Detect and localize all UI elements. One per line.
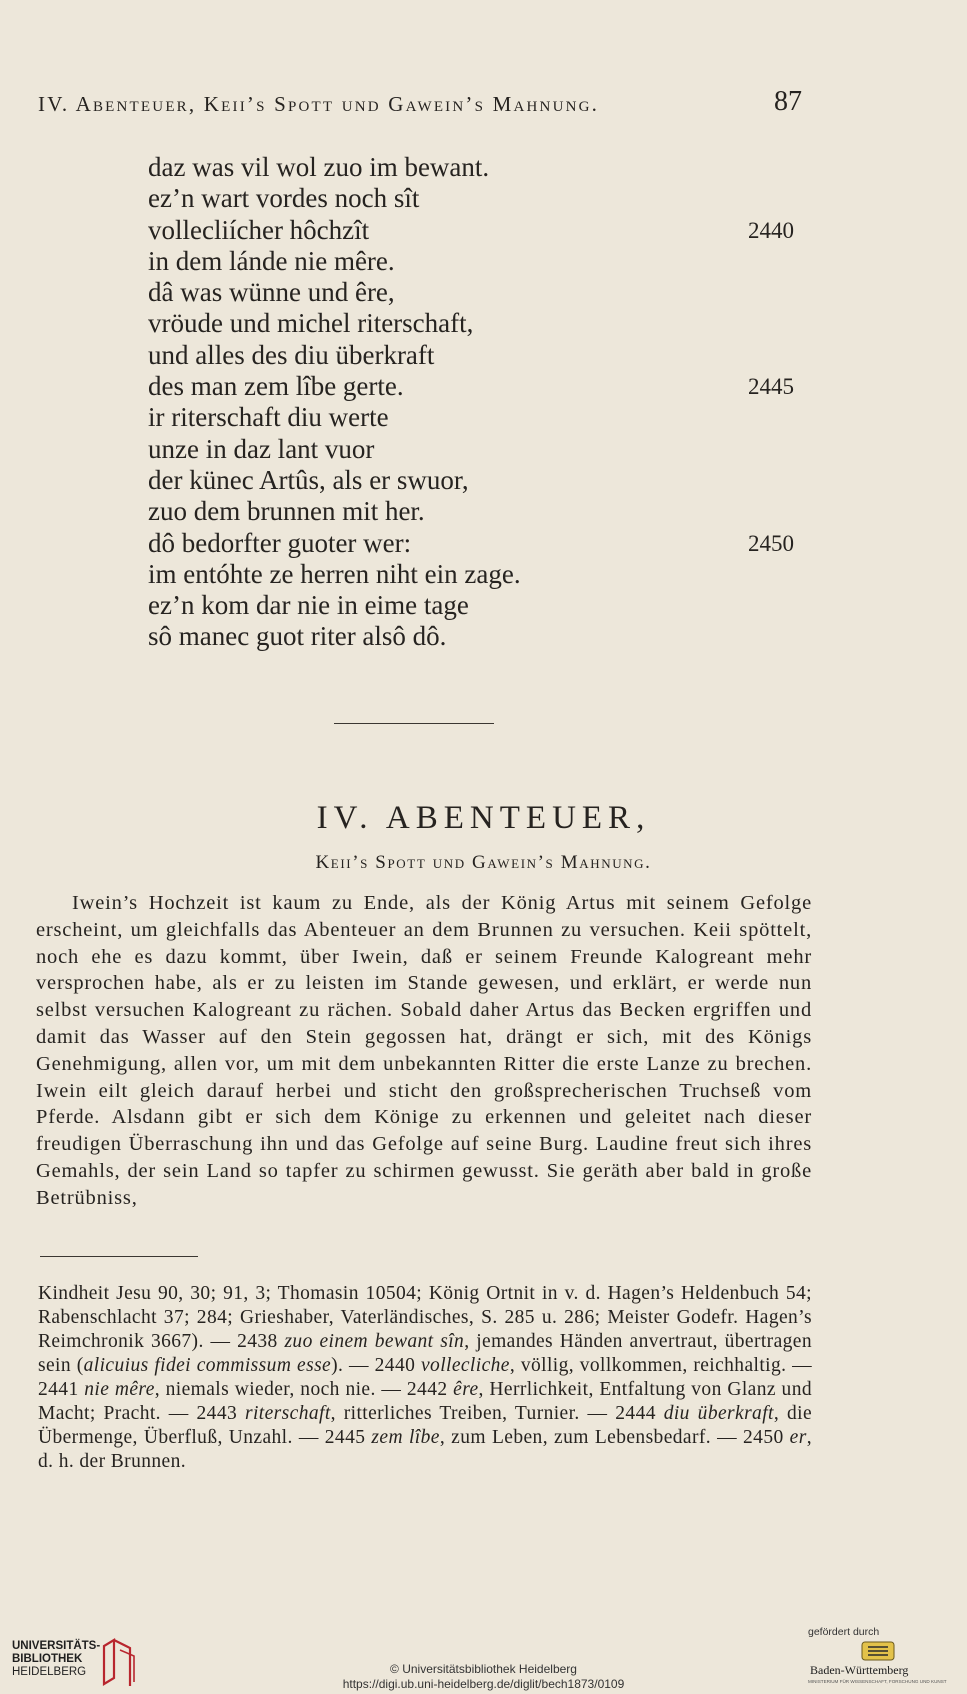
verse-text: zuo dem brunnen mit her. xyxy=(148,496,425,527)
chapter-heading: IV. ABENTEUER, xyxy=(316,800,651,836)
verse-line xyxy=(148,246,808,277)
library-city: HEIDELBERG xyxy=(12,1666,87,1678)
verse-text: dâ was wünne und êre, xyxy=(148,277,395,308)
verse-line xyxy=(148,215,808,246)
line-number: 2450 xyxy=(748,530,794,556)
footnote-term: nie mêre xyxy=(84,1379,155,1400)
verse-text: ir riterschaft diu werte xyxy=(148,402,389,433)
verse-line xyxy=(148,434,808,465)
line-number: 2445 xyxy=(748,374,794,400)
footnote-text: , jemandes Händen anvertraut, übertragen sein ( xyxy=(38,1331,812,1376)
verse-text: daz was vil wol zuo im bewant. xyxy=(148,152,490,182)
verse-text: ez’n wart vordes noch sît xyxy=(148,183,420,214)
verse-text: ez’n kom dar nie in eime tage xyxy=(148,590,469,621)
verse-line xyxy=(148,152,808,183)
footnote-text: , völlig, vollkommen, reichhaltig. — 2441 xyxy=(38,1355,813,1400)
verse-text: vollecliícher hôchzît xyxy=(148,214,370,245)
funding-logo[interactable] xyxy=(800,1626,960,1692)
footnote-term: êre xyxy=(453,1379,479,1400)
coat-of-arms-icon xyxy=(860,1640,896,1662)
page-number: 87 xyxy=(774,86,802,117)
funding-name: Baden-Württemberg xyxy=(810,1663,909,1677)
footnote-text: , Herrlichkeit, Entfaltung von Glanz und Macht; Pracht. — 2443 xyxy=(38,1379,813,1424)
verse-text: sô manec guot riter alsô dô. xyxy=(148,621,447,652)
footnote-term: vollecliche xyxy=(420,1355,510,1376)
verse-block xyxy=(148,152,808,653)
footnotes xyxy=(38,1282,812,1474)
chapter-summary: Iwein’s Hochzeit ist kaum zu Ende, als der König Artus mit seinem Gefolge erscheint, um gleichfalls das Abenteuer an dem Brunnen zu versuchen. Keii spöttelt, noch ehe es dazu kommt, über Iwein, daß er seinem Freunde Kalogreant mehr versprochen habe, als er zu leisten im Stande gewesen, und erklärt, er werde nun selbst versuchen Kalogreant zu rächen. Sobald daher Artus das Becken ergriffen und damit das Wasser auf den Stein gegossen hat, drängt er sich, mit des Königs Genehmigung, allen vor, um mit dem unbekannten Ritter die erste Lanze zu brechen. Iwein eilt gleich darauf herbei und sticht den großsprecherischen Truchseß vom Pferde. Alsdann gibt er sich dem Könige zu erkennen und geleitet nach dieser freudigen Überraschung ihn und das Gefolge auf seine Burg. Laudine freut sich ihres Gemahls, der sein Land so tapfer zu schirmen gewusst. Sie geräth aber bald in große Betrübniss, xyxy=(36,892,812,1209)
source-url-link[interactable]: https://digi.ub.uni-heidelberg.de/diglit/bech1873/0109 xyxy=(342,1677,625,1691)
verse-line xyxy=(148,277,808,308)
footnote-term: zuo einem bewant sîn xyxy=(284,1331,465,1352)
verse-line xyxy=(148,183,808,214)
verse-text: der künec Artûs, als er swuor, xyxy=(148,464,469,495)
footnote-term: riterschaft xyxy=(244,1403,331,1424)
running-head xyxy=(38,86,808,122)
footnote-term: alicuius fidei commissum esse xyxy=(83,1355,332,1376)
library-name-text: UNIVERSITÄTS- BIBLIOTHEK xyxy=(12,1640,101,1665)
footnote-term: zem lîbe xyxy=(371,1427,440,1448)
verse-text: unze in daz lant vuor xyxy=(148,433,375,464)
footnote-term: er xyxy=(789,1427,807,1448)
footnote-divider xyxy=(40,1256,198,1257)
verse-line xyxy=(148,371,808,402)
funding-label: gefördert durch xyxy=(808,1626,880,1638)
verse-text: in dem lánde nie mêre. xyxy=(148,245,395,276)
verse-line xyxy=(148,590,808,621)
running-title: IV. Abenteuer, Keii’s Spott und Gawein’s Mahnung. xyxy=(38,92,600,116)
verse-line xyxy=(148,308,808,339)
verse-line xyxy=(148,402,808,433)
verse-text: und alles des diu überkraft xyxy=(148,339,435,370)
footnote-text: , d. h. der Brunnen. xyxy=(38,1427,812,1472)
verse-line xyxy=(148,559,808,590)
verse-line xyxy=(148,528,808,559)
footnote-text: , zum Leben, zum Lebensbedarf. — 2450 xyxy=(439,1427,790,1448)
footnote-text: ). — 2440 xyxy=(331,1355,421,1376)
verse-line xyxy=(148,496,808,527)
footnote-text: Kindheit Jesu 90, 30; 91, 3; Thomasin 10504; König Ortnit in v. d. Hagen’s Heldenbuch 54; Rabenschlacht 37; 284; Grieshaber, Vaterländisches, S. 285 u. 286; Meister Godefr. Hagen’s Reimchronik 3667). — 2438 xyxy=(38,1283,812,1352)
verse-line xyxy=(148,465,808,496)
chapter-subheading: Keii’s Spott und Gawein’s Mahnung. xyxy=(315,852,652,873)
footnote-text: , die Übermenge, Überfluß, Unzahl. — 2445 xyxy=(38,1403,812,1448)
verse-text: vröude und michel riterschaft, xyxy=(148,308,474,339)
verse-line xyxy=(148,621,808,652)
copyright-notice: © Universitätsbibliothek Heidelberg xyxy=(390,1662,577,1676)
line-number: 2440 xyxy=(748,217,794,243)
footnote-text: , ritterliches Treiben, Turnier. — 2444 xyxy=(330,1403,664,1424)
footnote-text: , niemals wieder, noch nie. — 2442 xyxy=(154,1379,454,1400)
verse-text: im entóhte ze herren niht ein zage. xyxy=(148,558,521,589)
funding-ministry: MINISTERIUM FÜR WISSENSCHAFT, FORSCHUNG UND KUNST xyxy=(808,1679,947,1684)
verse-line xyxy=(148,340,808,371)
section-divider xyxy=(334,723,494,724)
verse-text: dô bedorfter guoter wer: xyxy=(148,527,412,558)
verse-text: des man zem lîbe gerte. xyxy=(148,371,404,402)
footnote-term: diu überkraft xyxy=(663,1403,774,1424)
